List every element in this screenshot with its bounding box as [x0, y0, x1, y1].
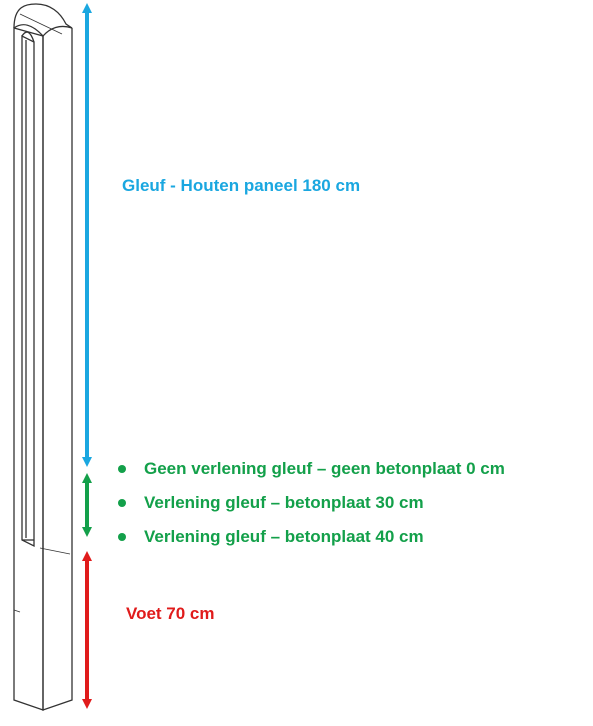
post-side-face: [43, 28, 72, 710]
bullet-icon: [118, 465, 126, 473]
extension-option-0: [116, 459, 505, 493]
concrete-post: [14, 4, 72, 710]
post-front-face: [14, 28, 43, 710]
foot-label: Voet 70 cm: [126, 604, 215, 623]
extension-option-text: Geen verlening gleuf – geen betonplaat 0 cm: [144, 459, 505, 478]
extension-option-1: [116, 493, 505, 527]
slot-label: Gleuf - Houten paneel 180 cm: [122, 176, 361, 195]
extension-option-text: Verlening gleuf – betonplaat 40 cm: [144, 527, 424, 546]
extension-options-list: [116, 459, 505, 561]
bullet-icon: [118, 533, 126, 541]
extension-option-2: [116, 527, 505, 561]
bullet-icon: [118, 499, 126, 507]
post-slot: [22, 36, 34, 546]
extension-option-text: Verlening gleuf – betonplaat 30 cm: [144, 493, 424, 512]
